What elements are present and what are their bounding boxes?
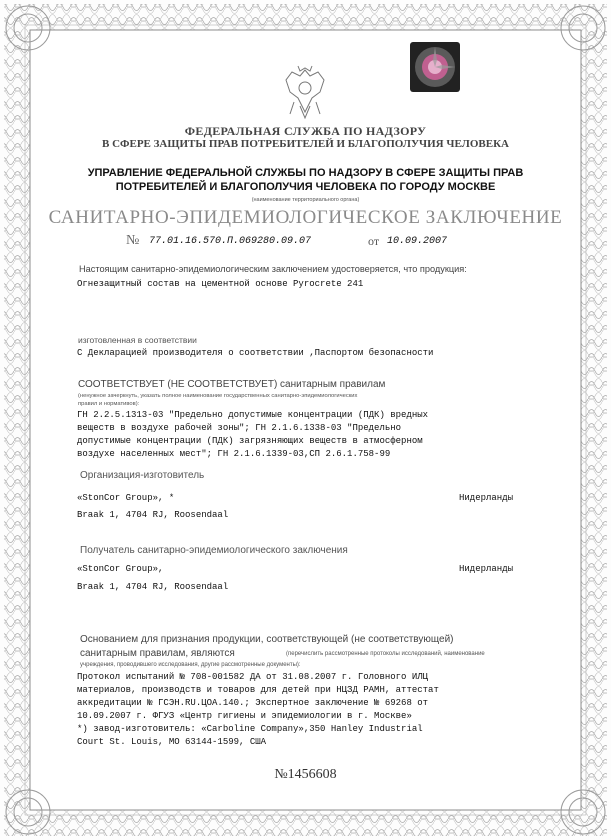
basis-heading-line2: санитарным правилам, являются xyxy=(80,648,235,659)
recipient-address: Braak 1, 4704 RJ, Roosendaal xyxy=(77,582,229,592)
recipient-country: Нидерланды xyxy=(459,564,514,574)
department-line1: УПРАВЛЕНИЕ ФЕДЕРАЛЬНОЙ СЛУЖБЫ ПО НАДЗОРУ В СФЕРЕ ЗАЩИТЫ ПРАВ xyxy=(87,167,524,179)
basis-line: Протокол испытаний № 708-001582 ДА от 31.08.2007 г. Головного ИЛЦ xyxy=(77,672,429,682)
basis-line: материалов, производств и товаров для детей при НЦЗД РАМН, аттестат xyxy=(77,685,439,695)
document-title: САНИТАРНО-ЭПИДЕМИОЛОГИЧЕСКОЕ ЗАКЛЮЧЕНИЕ xyxy=(48,207,563,228)
certificate-date: 10.09.2007 xyxy=(387,236,448,247)
number-label: № xyxy=(126,233,140,248)
basis-note-inline: (перечислить рассмотренные протоколы исследований, наименование xyxy=(286,651,485,657)
manufacturer-label: Организация-изготовитель xyxy=(80,470,205,481)
product-name: Огнезащитный состав на цементной основе Pyrocrete 241 xyxy=(77,279,364,289)
certificate-number: 77.01.16.570.П.069280.09.07 xyxy=(149,236,312,247)
basis-line: 10.09.2007 г. ФГУЗ «Центр гигиены и эпидемиологии в г. Москве» xyxy=(77,711,412,721)
manufacturer-name: «StonCor Group», * xyxy=(77,493,175,503)
recipient-name: «StonCor Group», xyxy=(77,564,164,574)
basis-note2: учреждения, проводившего исследования, другие рассмотренные документы): xyxy=(80,662,301,668)
basis-line: *) завод-изготовитель: «Carboline Company»,350 Hanley Industrial xyxy=(77,724,423,734)
hologram-seal xyxy=(408,40,462,94)
agency-title-line2: В СФЕРЕ ЗАЩИТЫ ПРАВ ПОТРЕБИТЕЛЕЙ И БЛАГОПОЛУЧИЯ ЧЕЛОВЕКА xyxy=(102,138,509,150)
conformity-note1: (ненужное зачеркнуть, указать полное наименование государственных санитарно-эпидемиологических xyxy=(78,393,358,399)
serial-number: №1456608 xyxy=(274,767,337,782)
basis-line: Court St. Louis, MO 63144-1599, США xyxy=(77,737,267,747)
recipient-label: Получатель санитарно-эпидемиологического заключения xyxy=(80,545,348,556)
conformity-line: допустимые концентрации (ПДК) загрязняющих веществ в атмосферном xyxy=(77,436,423,446)
agency-title-line1: ФЕДЕРАЛЬНАЯ СЛУЖБА ПО НАДЗОРУ xyxy=(184,124,427,138)
department-caption: (наименование территориального органа) xyxy=(251,197,360,203)
date-label: от xyxy=(368,234,380,248)
conformity-heading: СООТВЕТСТВУЕТ (НЕ СООТВЕТСТВУЕТ) санитарным правилам xyxy=(78,379,386,390)
coat-of-arms-emblem xyxy=(280,62,330,120)
basis-heading-line1: Основанием для признания продукции, соответствующей (не соответствующей) xyxy=(80,634,454,645)
certify-text: Настоящим санитарно-эпидемиологическим заключением удостоверяется, что продукция: xyxy=(79,264,467,274)
conformity-line: воздухе населенных мест"; ГН 2.1.6.1339-03,СП 2.6.1.758-99 xyxy=(77,449,391,459)
manufactured-value: С Декларацией производителя о соответствии ,Паспортом безопасности xyxy=(77,348,434,358)
department-line2: ПОТРЕБИТЕЛЕЙ И БЛАГОПОЛУЧИЯ ЧЕЛОВЕКА ПО ГОРОДУ МОСКВЕ xyxy=(115,181,496,193)
basis-line: аккредитации № ГСЭН.RU.ЦОА.140.; Экспертное заключение № 69268 от xyxy=(77,698,429,708)
conformity-line: веществ в воздухе рабочей зоны"; ГН 2.1.6.1338-03 "Предельно xyxy=(77,423,402,433)
manufacturer-country: Нидерланды xyxy=(459,493,514,503)
conformity-line: ГН 2.2.5.1313-03 "Предельно допустимые концентрации (ПДК) вредных xyxy=(77,410,429,420)
conformity-note2: правил и нормативов): xyxy=(78,401,140,407)
manufactured-label: изготовленная в соответствии xyxy=(78,335,197,345)
manufacturer-address: Braak 1, 4704 RJ, Roosendaal xyxy=(77,510,229,520)
